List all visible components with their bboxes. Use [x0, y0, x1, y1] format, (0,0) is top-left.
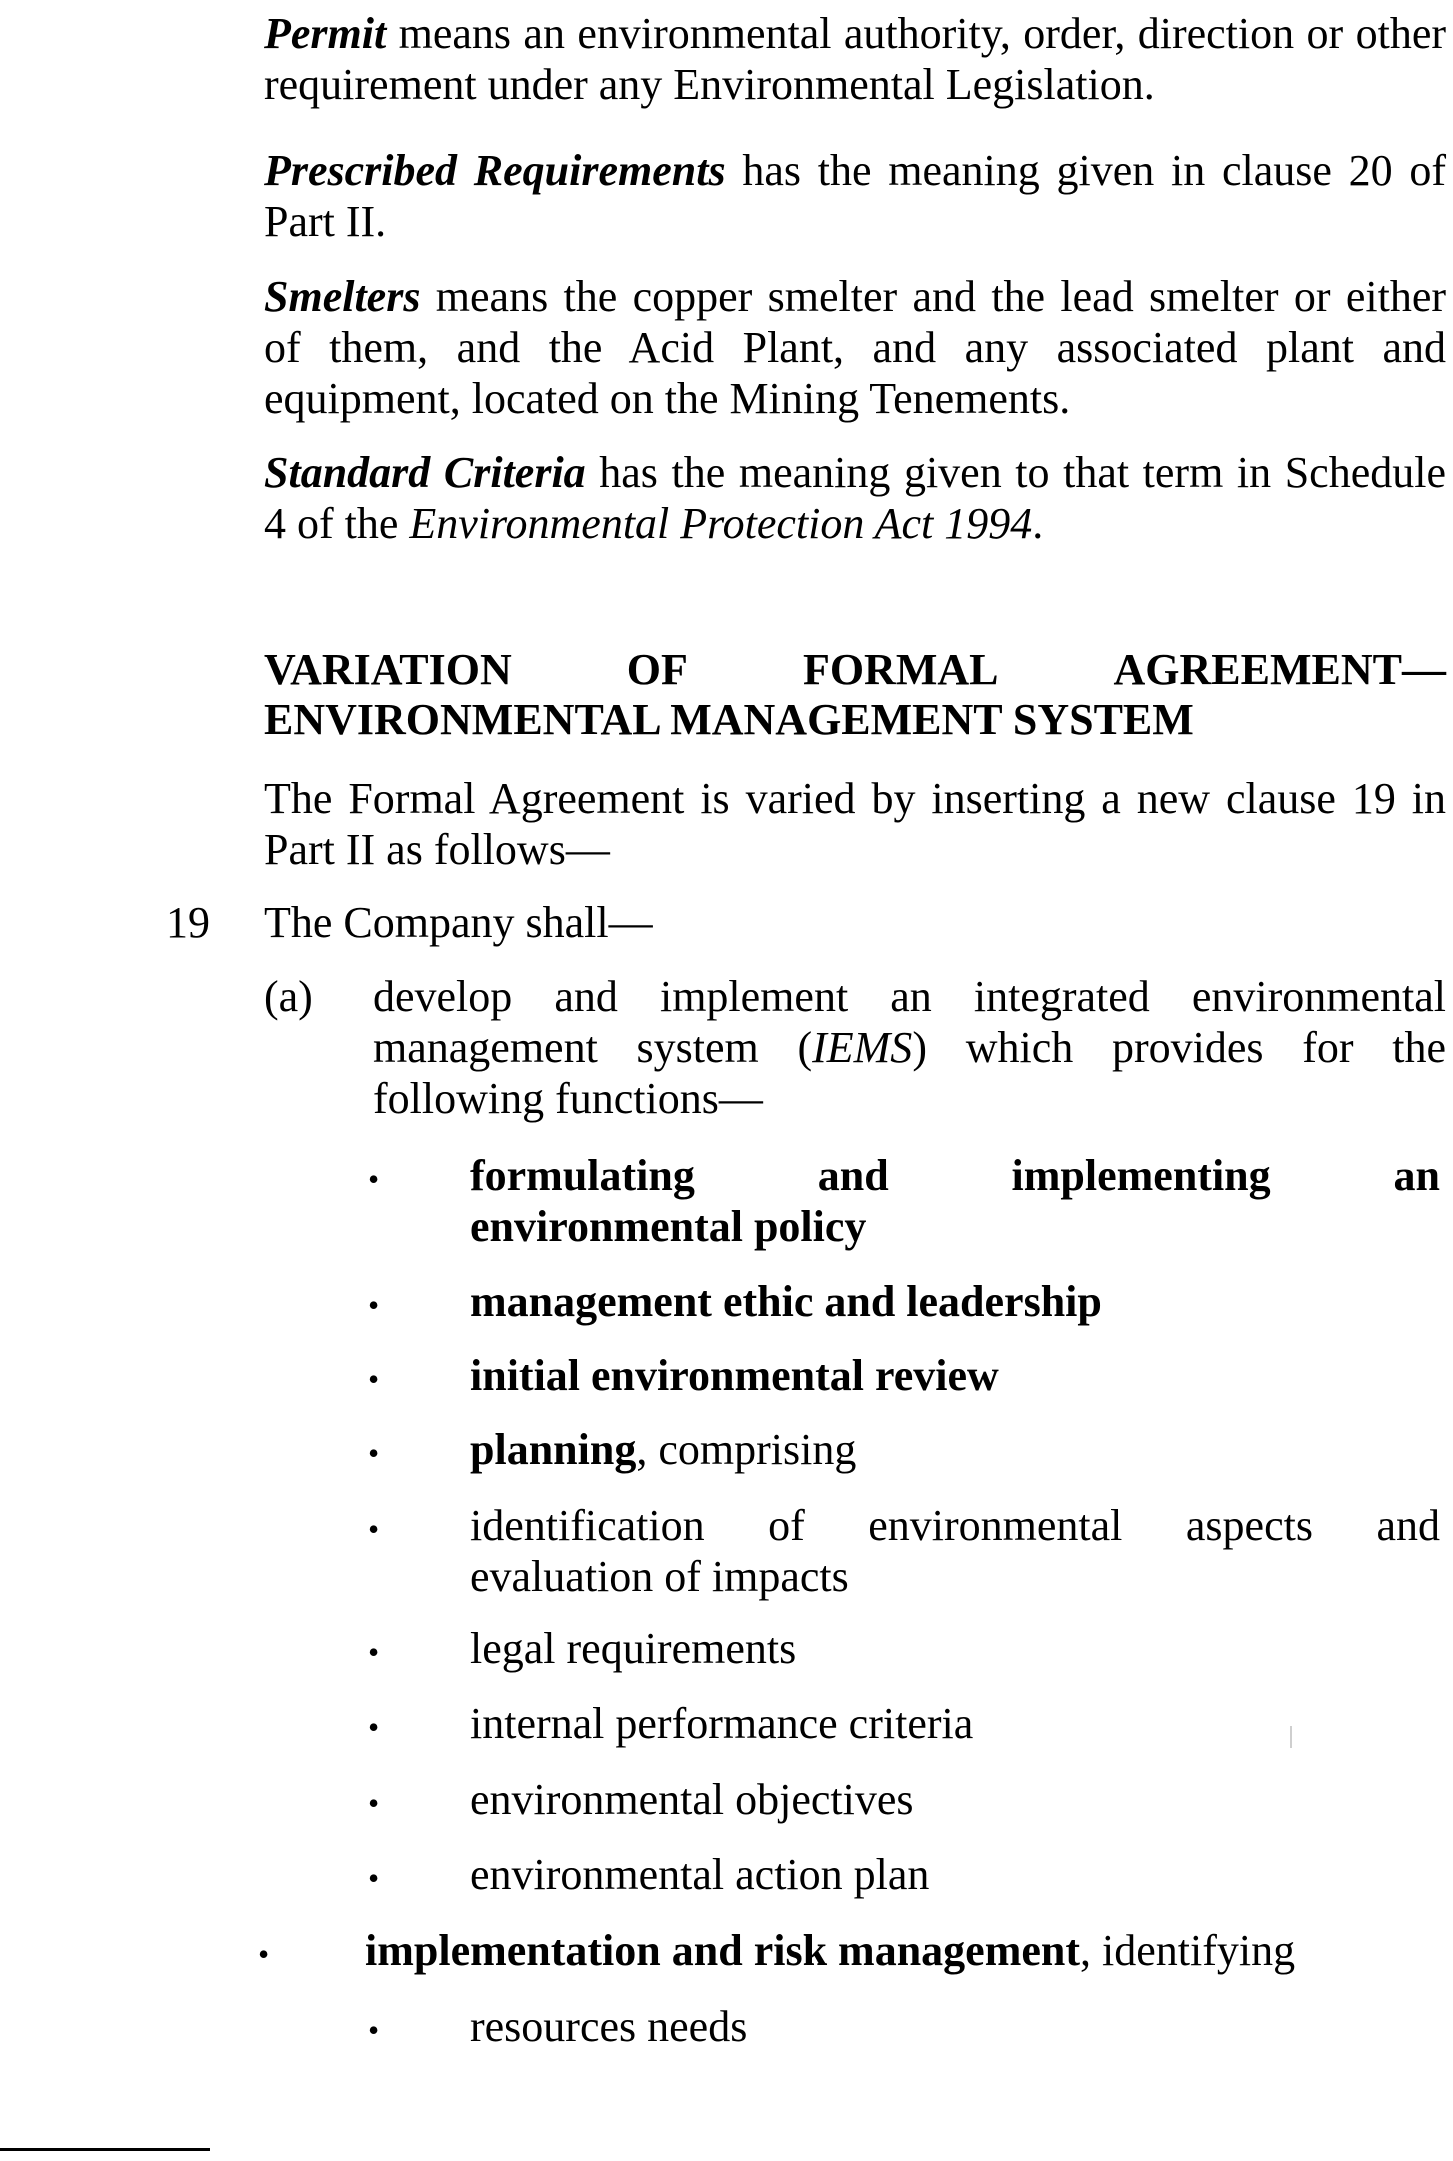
clause-number: 19 — [166, 898, 210, 947]
heading-word: VARIATION — [264, 645, 512, 694]
scan-mark — [1290, 1726, 1292, 1748]
bullet-point: • — [368, 1287, 380, 1323]
bullet-word: and — [817, 1151, 889, 1200]
bullet-word: an — [1393, 1151, 1440, 1200]
definition-text: means the copper smelter and the lead smelter or either of them, and the Acid Plant, and any associated plant and equipment, located on the Mining Tenements. — [264, 272, 1446, 423]
bullet-point: • — [368, 2012, 380, 2048]
sub-clause-a-text — [373, 971, 1446, 1124]
bullet-management-ethic: management ethic and leadership — [470, 1277, 1102, 1326]
bullet-word: aspects — [1185, 1501, 1313, 1550]
bullet-identification — [470, 1500, 1440, 1602]
iems-abbrev: IEMS — [812, 1023, 913, 1072]
definition-text: has the meaning given to that term in Schedule 4 of the — [264, 448, 1446, 548]
bullet-formulating-policy — [470, 1150, 1440, 1252]
bullet-point: • — [368, 1709, 380, 1745]
bullet-word: and — [1376, 1501, 1440, 1550]
sub-clause-text-part: develop and implement an integrated environmental management system ( — [373, 972, 1446, 1072]
bullet-word: implementing — [1011, 1151, 1271, 1200]
heading-word: OF — [626, 645, 688, 694]
bullet-initial-review: initial environmental review — [470, 1351, 999, 1400]
bullet-bold-part: implementation and risk management — [365, 1926, 1080, 1975]
bullet-point: • — [368, 1785, 380, 1821]
bullet-word: of — [768, 1501, 805, 1550]
heading-line-1 — [264, 645, 1446, 695]
bullet-point: • — [258, 1936, 270, 1972]
bullet-legal-requirements: legal requirements — [470, 1624, 797, 1673]
term-prescribed-requirements: Prescribed Requirements — [264, 146, 726, 195]
term-smelters: Smelters — [264, 272, 421, 321]
bullet-rest: , comprising — [636, 1425, 857, 1474]
definition-standard-criteria — [264, 447, 1446, 549]
bullet-point: • — [368, 1634, 380, 1670]
clause-text: The Company shall— — [264, 898, 653, 947]
heading-line-2: ENVIRONMENTAL MANAGEMENT SYSTEM — [264, 695, 1194, 744]
heading-word: AGREEMENT— — [1113, 645, 1446, 694]
bullet-rest: , identifying — [1080, 1926, 1296, 1975]
section-heading — [264, 645, 1446, 745]
bullet-bold-part: planning — [470, 1425, 637, 1474]
definition-prescribed-requirements — [264, 145, 1446, 247]
definition-text: has the meaning given in clause 20 of Part II. — [264, 146, 1447, 246]
definition-end: . — [1032, 499, 1044, 548]
footnote-rule — [0, 2148, 210, 2151]
bullet-implementation — [365, 1925, 1445, 1976]
term-permit: Permit — [264, 9, 387, 58]
bullet-point: • — [368, 1161, 380, 1197]
heading-word: FORMAL — [802, 645, 999, 694]
bullet-action-plan: environmental action plan — [470, 1850, 930, 1899]
bullet-word: formulating — [470, 1151, 695, 1200]
bullet-resources: resources needs — [470, 2002, 748, 2051]
bullet-planning — [470, 1424, 1440, 1475]
bullet-line-2: evaluation of impacts — [470, 1552, 849, 1601]
act-reference: Environmental Protection Act 1994 — [409, 499, 1033, 548]
intro-paragraph: The Formal Agreement is varied by inserting a new clause 19 in Part II as follows— — [264, 774, 1446, 874]
definition-smelters — [264, 271, 1446, 424]
bullet-env-objectives: environmental objectives — [470, 1775, 914, 1824]
sub-clause-label: (a) — [264, 972, 313, 1021]
bullet-point: • — [368, 1860, 380, 1896]
bullet-line-2: environmental policy — [470, 1202, 867, 1251]
bullet-point: • — [368, 1435, 380, 1471]
bullet-point: • — [368, 1511, 380, 1547]
bullet-word: identification — [470, 1501, 705, 1550]
bullet-internal-criteria: internal performance criteria — [470, 1699, 974, 1748]
term-standard-criteria: Standard Criteria — [264, 448, 586, 497]
sub-clause-text-part: ) which provides for the following functions— — [373, 1023, 1446, 1123]
definition-text: means an environmental authority, order, direction or other requirement under any Environmental Legislation. — [264, 9, 1446, 109]
bullet-point: • — [368, 1361, 380, 1397]
definition-permit — [264, 8, 1446, 110]
bullet-word: environmental — [868, 1501, 1123, 1550]
